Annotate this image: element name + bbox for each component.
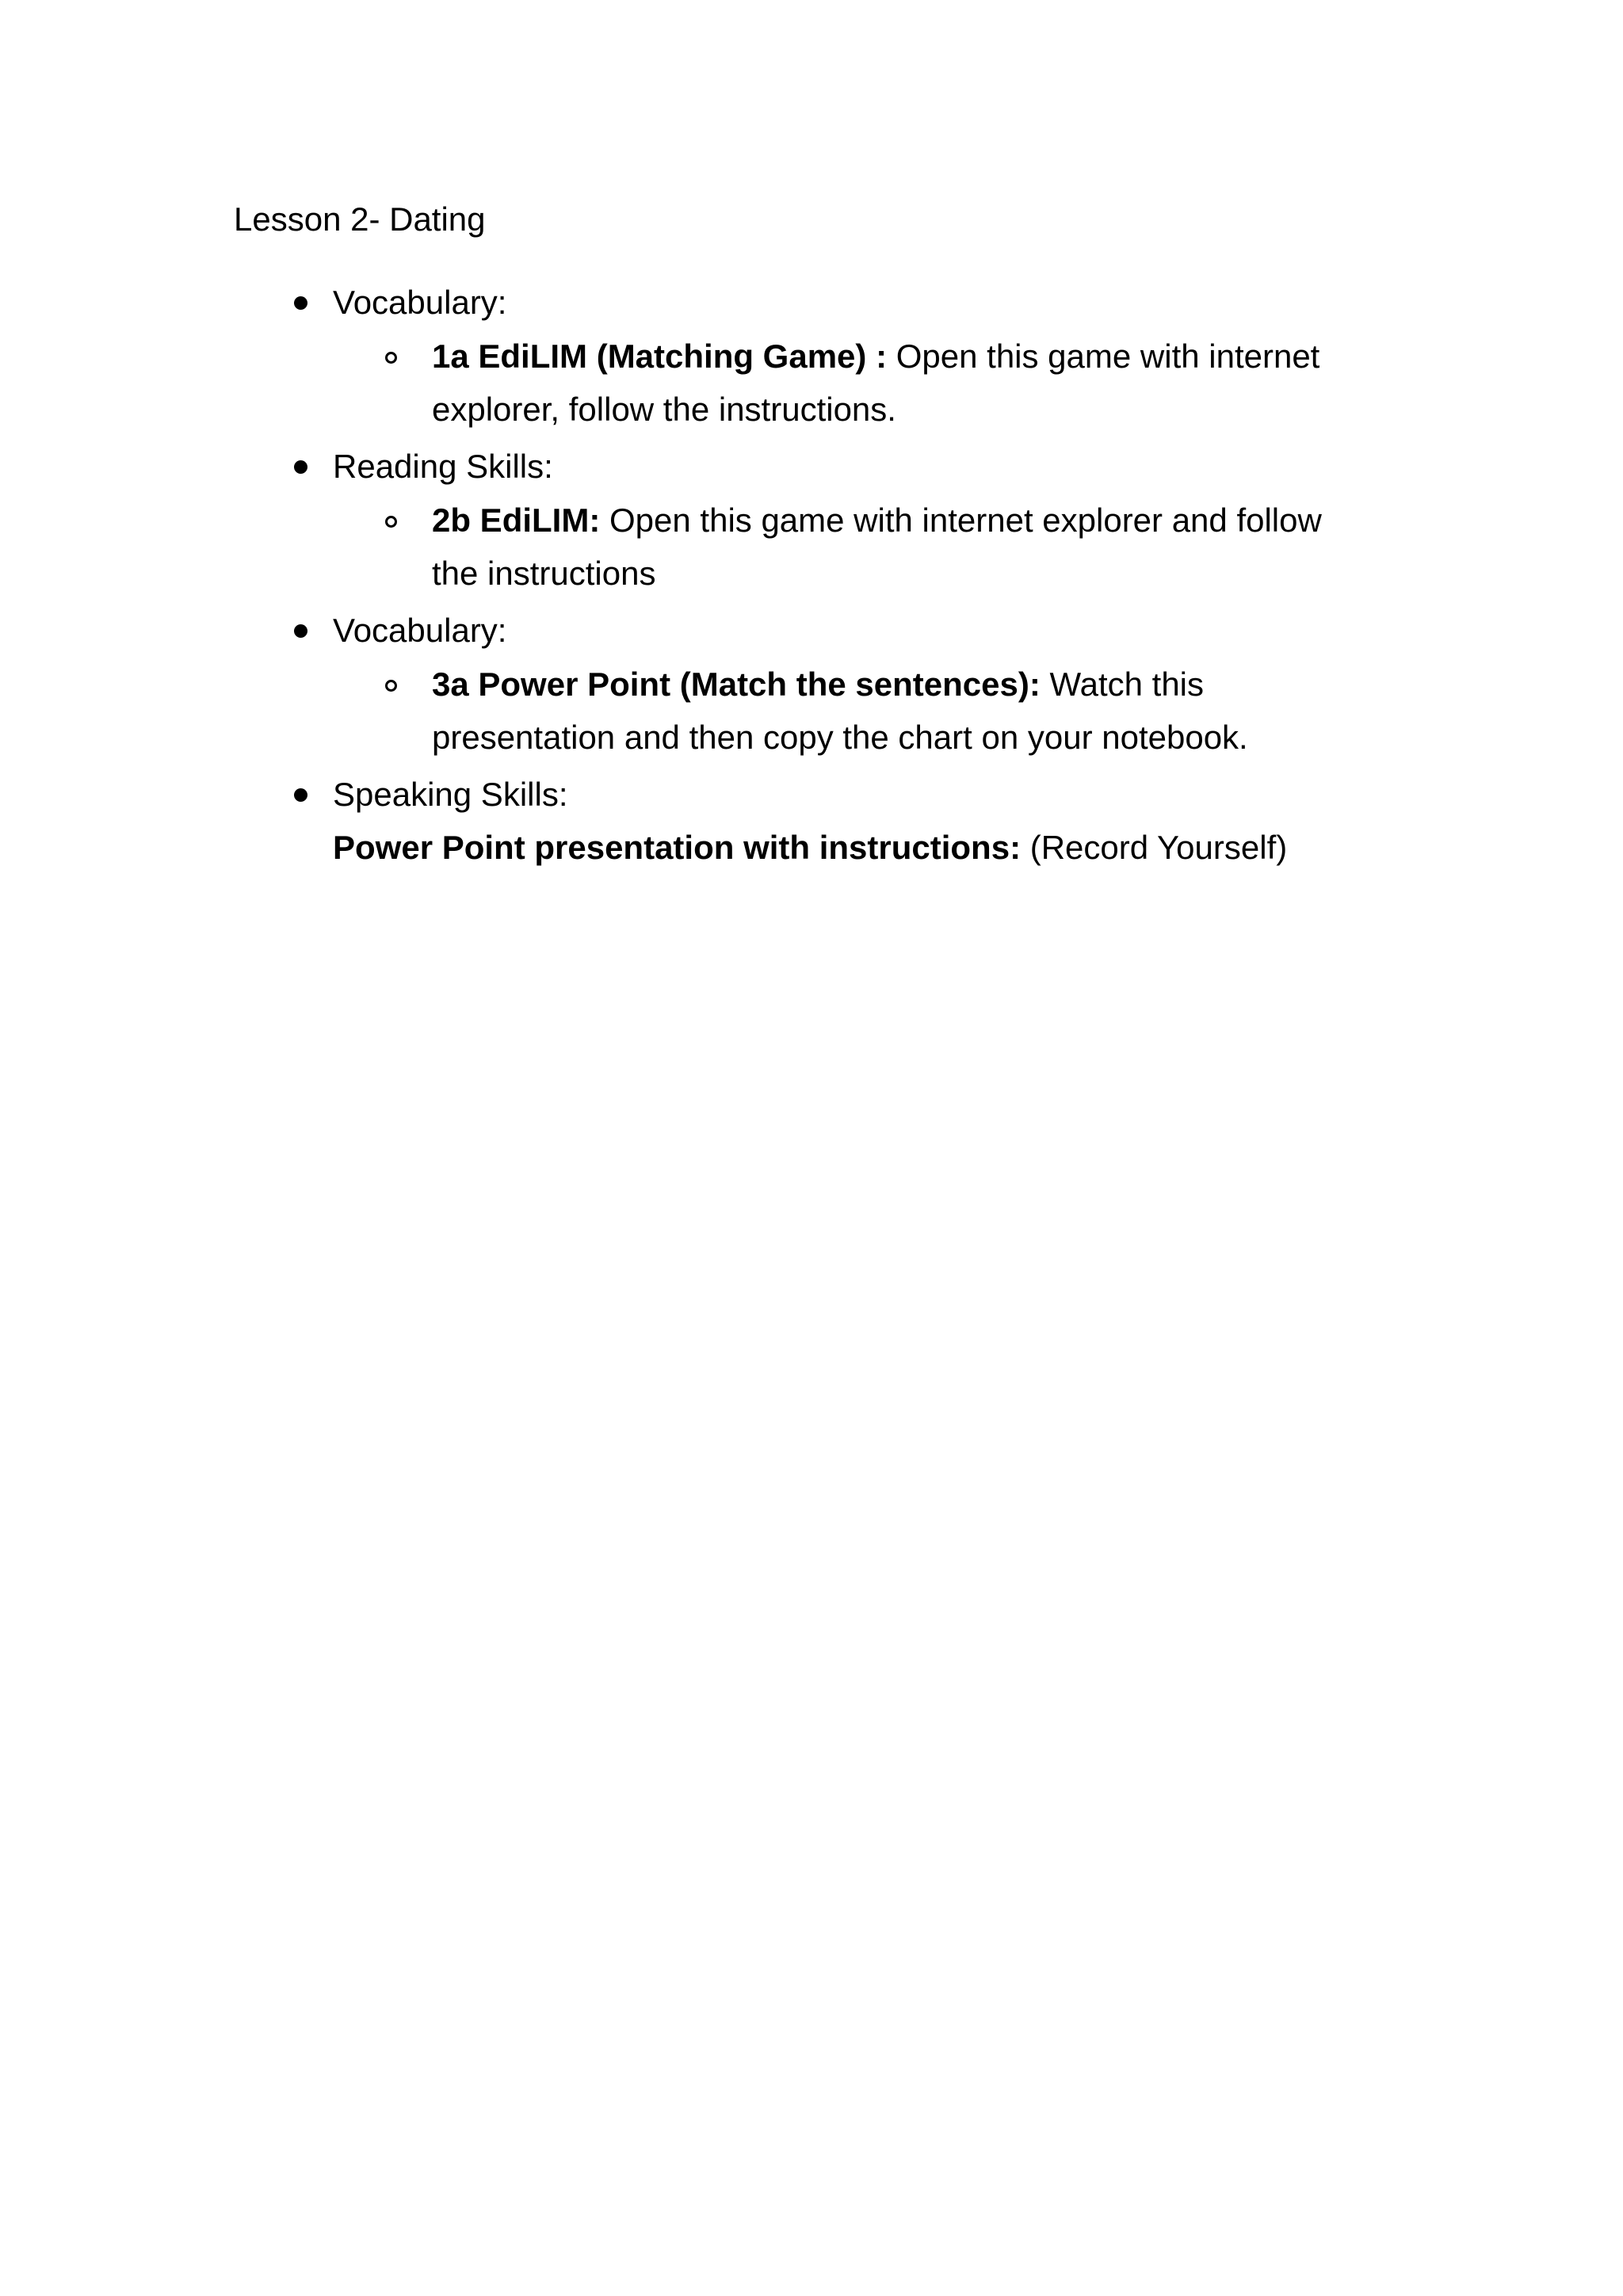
bullet-circle-icon — [385, 352, 397, 364]
section-heading-vocabulary: Vocabulary: — [333, 284, 507, 321]
list-item-1a — [432, 334, 1319, 379]
item-text-1a-line1: Open this game with internet — [896, 338, 1320, 375]
item-text-2b-line2: the instructions — [432, 555, 656, 592]
document-title: Lesson 2- Dating — [234, 200, 486, 238]
bullet-circle-icon — [385, 516, 397, 528]
item-label-1a: 1a EdiLIM (Matching Game) : — [432, 338, 896, 375]
bullet-dot-icon — [294, 460, 307, 474]
item-label-2b: 2b EdiLIM: — [432, 502, 609, 539]
bullet-circle-icon — [385, 680, 397, 692]
item-text-1a-line2: explorer, follow the instructions. — [432, 391, 896, 428]
item-label-3a: 3a Power Point (Match the sentences): — [432, 666, 1050, 703]
list-item-2b — [432, 498, 1322, 543]
speaking-note-label: Power Point presentation with instructions: — [333, 829, 1030, 866]
item-text-3a-line2: presentation and then copy the chart on your notebook. — [432, 719, 1248, 756]
speaking-note — [333, 825, 1287, 871]
section-heading-reading-skills: Reading Skills: — [333, 448, 553, 485]
section-heading-speaking-skills: Speaking Skills: — [333, 776, 568, 813]
bullet-dot-icon — [294, 788, 307, 802]
list-item-3a — [432, 662, 1204, 707]
section-heading-vocabulary-2: Vocabulary: — [333, 612, 507, 649]
item-text-2b-line1: Open this game with internet explorer and follow — [609, 502, 1322, 539]
bullet-dot-icon — [294, 296, 307, 310]
speaking-note-text: (Record Yourself) — [1029, 829, 1288, 866]
bullet-dot-icon — [294, 624, 307, 638]
item-text-3a-line1: Watch this — [1049, 666, 1205, 703]
